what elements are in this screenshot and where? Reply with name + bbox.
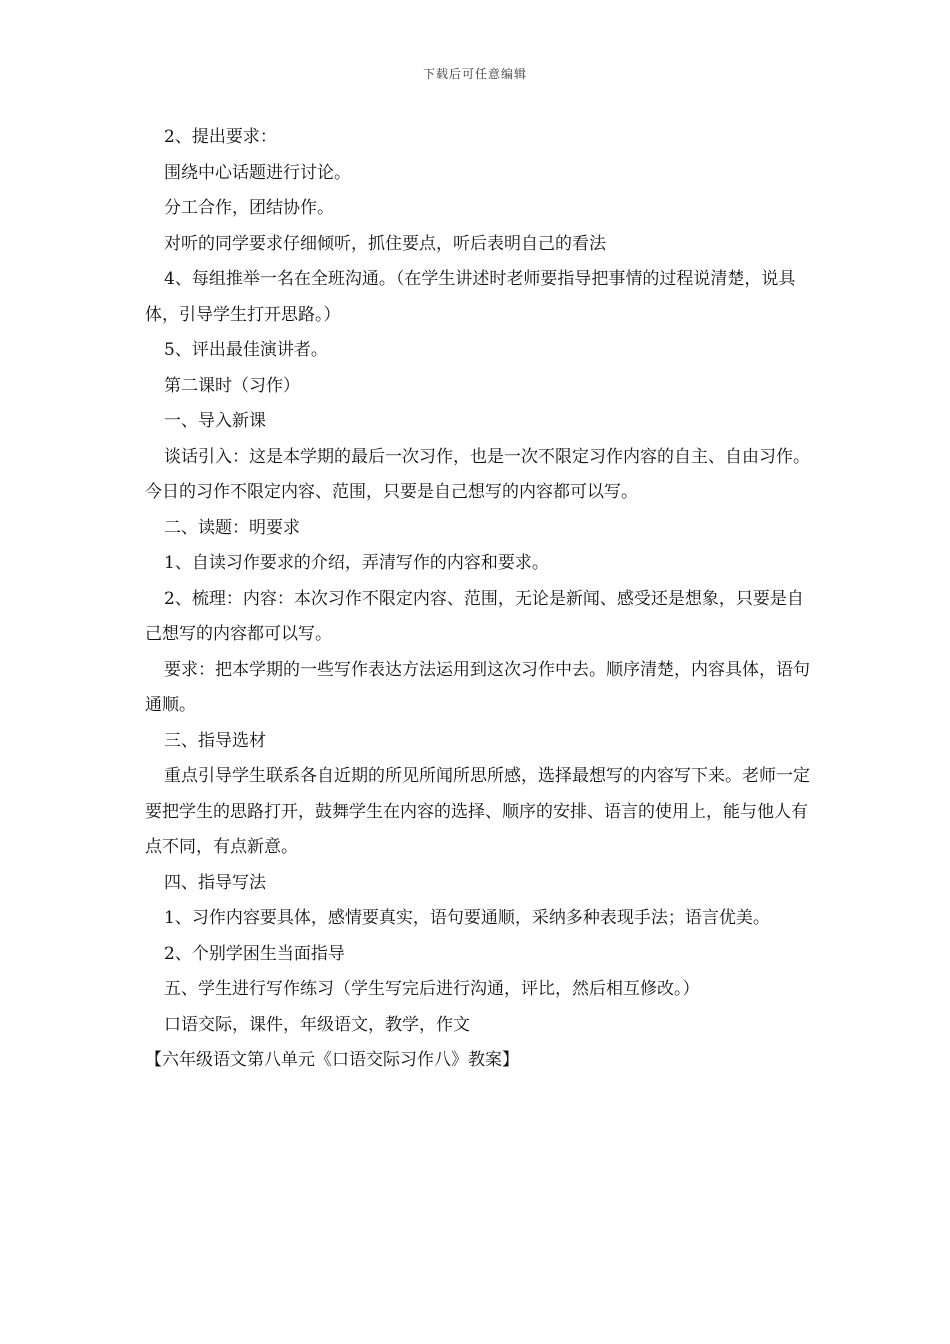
keywords-line: 口语交际，课件，年级语文，教学，作文 xyxy=(164,1014,470,1035)
section-heading: 第二课时（习作） xyxy=(164,375,300,396)
paragraph: 2、提出要求： xyxy=(164,127,277,147)
paragraph: 谈话引入：这是本学期的最后一次习作，也是一次不限定习作内容的自主、自由习作。今日的习作不限定内容、范围，只要是自己想写的内容都可以写。 xyxy=(145,446,810,502)
paragraph: 5、评出最佳演讲者。 xyxy=(164,340,328,360)
paragraph: 4、每组推举一名在全班沟通。（在学生讲述时老师要指导把事情的过程说清楚，说具体，引导学生打开思路。） xyxy=(145,269,796,325)
paragraph: 要求：把本学期的一些写作表达方法运用到这次习作中去。顺序清楚，内容具体，语句通顺。 xyxy=(145,659,810,715)
paragraph: 1、习作内容要具体，感情要真实，语句要通顺，采纳多种表现手法；语言优美。 xyxy=(164,908,770,928)
section-heading: 三、指导选材 xyxy=(164,730,266,751)
section-heading: 五、学生进行写作练习（学生写完后进行沟通，评比，然后相互修改。） xyxy=(164,979,700,999)
section-heading: 二、读题：明要求 xyxy=(164,517,300,538)
paragraph: 2、梳理：内容：本次习作不限定内容、范围，无论是新闻、感受还是想象，只要是自己想写的内容都可以写。 xyxy=(145,588,804,644)
document-title-line: 【六年级语文第八单元《口语交际习作八》教案】 xyxy=(145,1050,519,1070)
paragraph: 围绕中心话题进行讨论。 xyxy=(164,162,351,183)
paragraph: 重点引导学生联系各自近期的所见所闻所思所感，选择最想写的内容写下来。老师一定要把学生的思路打开，鼓舞学生在内容的选择、顺序的安排、语言的使用上，能与他人有点不同，有点新意。 xyxy=(145,766,810,857)
section-heading: 四、指导写法 xyxy=(164,872,266,893)
document-body xyxy=(145,120,810,1079)
paragraph: 分工合作，团结协作。 xyxy=(164,198,334,218)
page-header: 下载后可任意编辑 xyxy=(422,67,527,81)
paragraph: 2、个别学困生当面指导 xyxy=(164,943,345,964)
paragraph: 1、自读习作要求的介绍，弄清写作的内容和要求。 xyxy=(164,553,549,573)
section-heading: 一、导入新课 xyxy=(164,411,266,431)
paragraph: 对听的同学要求仔细倾听，抓住要点，听后表明自己的看法 xyxy=(164,233,606,254)
